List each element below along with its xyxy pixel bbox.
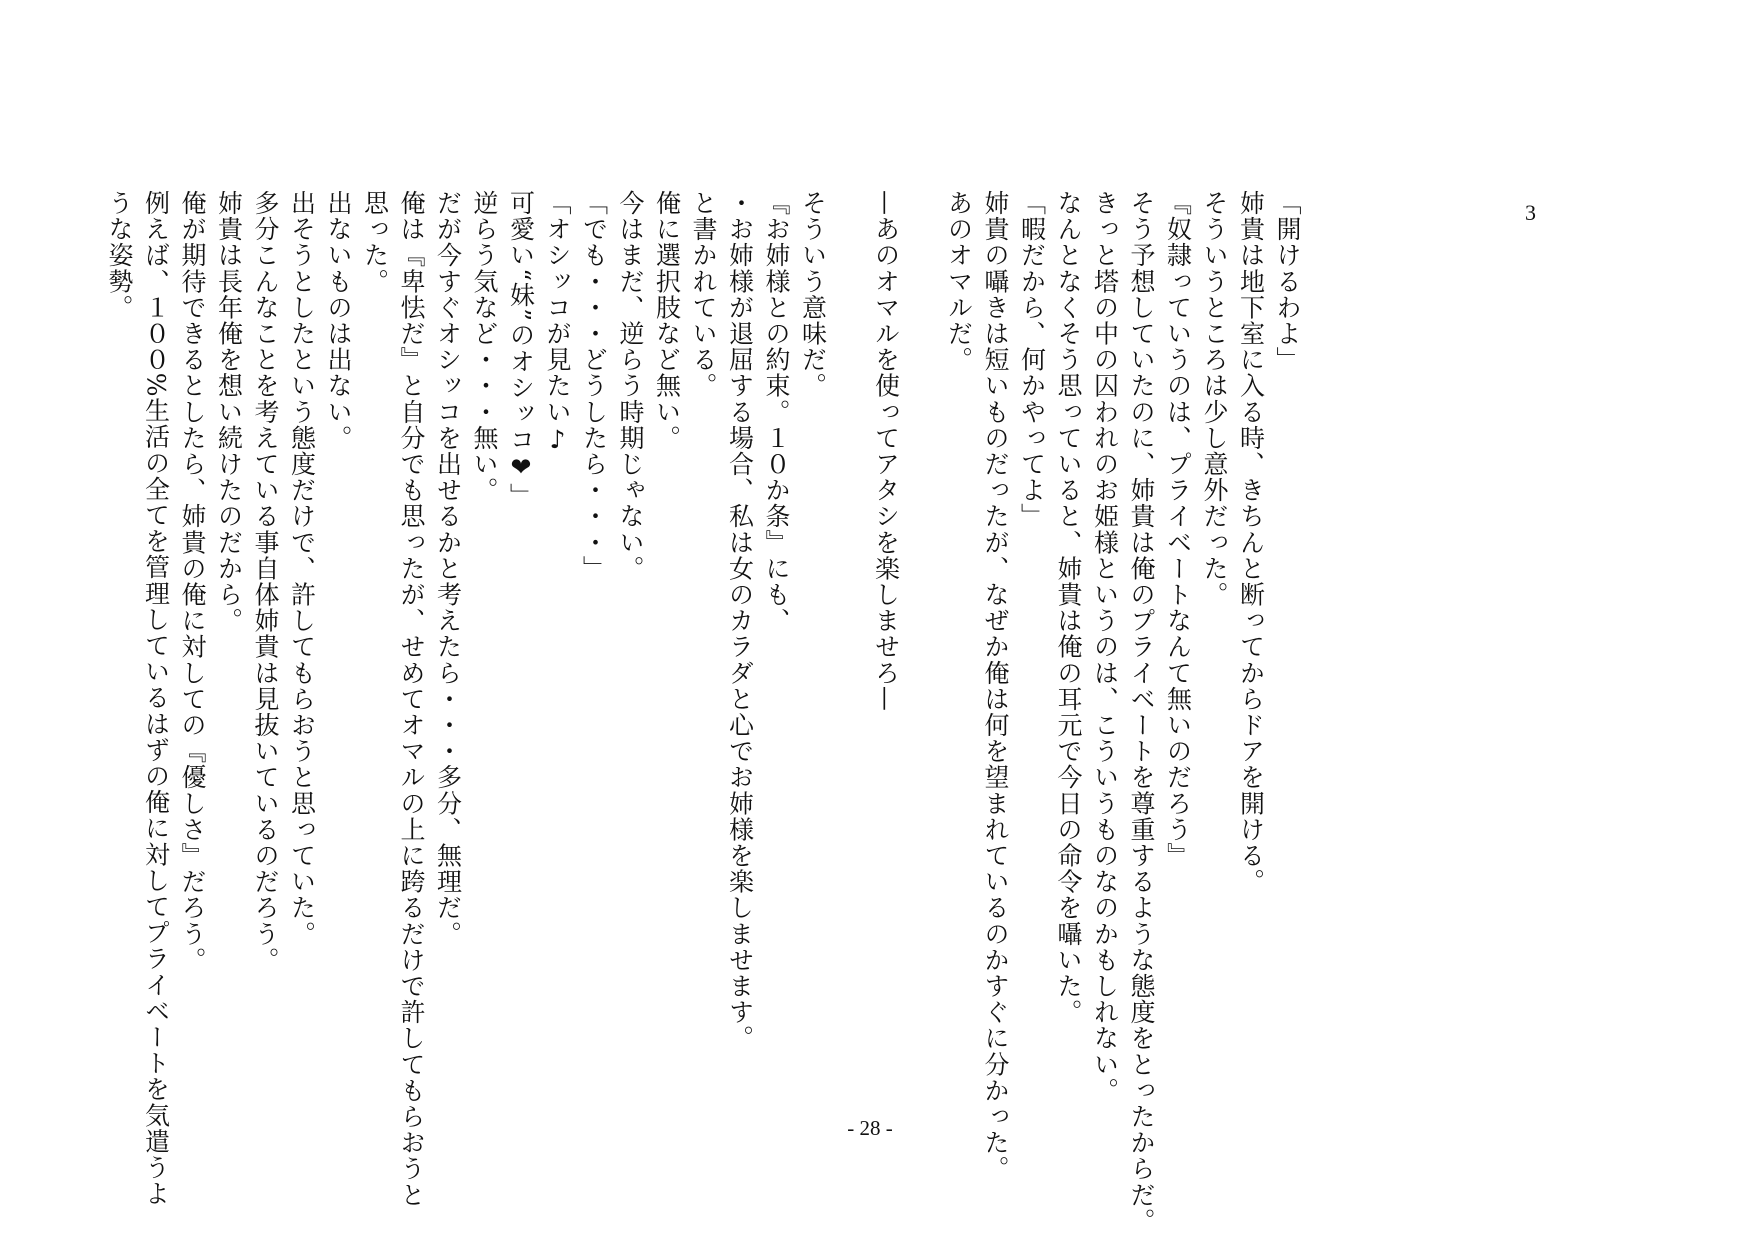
text-line: 多分こんなことを考えている事自体姉貴は見抜いているのだろう。 xyxy=(251,190,280,973)
text-line: 例えば、１００%生活の全てを管理しているはずの俺に対してプライベートを気遣うよ xyxy=(141,190,171,1207)
text-line: 「でも・・・どうしたら・・・」 xyxy=(579,190,609,582)
text-line: うな姿勢。 xyxy=(105,190,134,321)
text-line: —あのオマルを使ってアタシを楽しませろ— xyxy=(871,190,901,712)
text-line: そういう意味だ。 xyxy=(798,190,828,399)
text-line: 俺が期待できるとしたら、姉貴の俺に対しての『優しさ』だろう。 xyxy=(178,190,207,973)
section-number: 3 xyxy=(1525,200,1536,225)
text-line: 「開けるわよ」 xyxy=(1273,190,1302,373)
text-line: 姉貴は地下室に入る時、きちんと断ってからドアを開ける。 xyxy=(1236,190,1266,895)
text-line: 『お姉様との約束。１０か条』にも、 xyxy=(762,190,791,634)
text-line: 姉貴は長年俺を想い続けたのだから。 xyxy=(214,190,244,634)
text-line: 思った。 xyxy=(360,190,390,295)
text-line: だが今すぐオシッコを出せるかと考えたら・・・多分、無理だ。 xyxy=(433,190,463,947)
text-line xyxy=(831,190,868,1090)
text-line: きっと塔の中の囚われのお姫様というのは、こういうものなのかもしれない。 xyxy=(1090,190,1120,1104)
text-line: 出ないものは出ない。 xyxy=(324,190,353,451)
text-line: と書かれている。 xyxy=(689,190,718,399)
text-line: 逆らう気など・・・無い。 xyxy=(470,190,499,504)
page-number: - 28 - xyxy=(847,1116,893,1140)
text-line: 『奴隷っていうのは、プライベートなんて無いのだろう』 xyxy=(1163,190,1193,869)
text-line: 俺は『卑怯だ』と自分でも思ったが、せめてオマルの上に跨るだけで許してもらおうと xyxy=(397,190,426,1208)
text-line: 可愛い“妹”のオシッコ❤」 xyxy=(506,190,536,509)
text-line: なんとなくそう思っていると、姉貴は俺の耳元で今日の命令を囁いた。 xyxy=(1054,190,1083,1026)
text-line: 今はまだ、逆らう時期じゃない。 xyxy=(616,190,645,582)
text-line: そう予想していたのに、姉貴は俺のプライベートを尊重するような態度をとったからだ。 xyxy=(1127,190,1156,1234)
text-line: 「オシッコが見たい♪ xyxy=(543,190,572,455)
text-line xyxy=(904,190,941,1090)
text-line: あのオマルだ。 xyxy=(944,190,974,373)
text-line: ・お姉様が退屈する場合、私は女のカラダと心でお姉様を楽しませます。 xyxy=(725,190,755,1052)
text-line: 俺に選択肢など無い。 xyxy=(652,190,682,451)
text-line: そういうところは少し意外だった。 xyxy=(1200,190,1229,608)
text-line: 「暇だから、何かやってよ」 xyxy=(1017,190,1047,530)
text-line: 出そうとしたという態度だけで、許してもらおうと思っていた。 xyxy=(287,190,317,947)
text-line: 姉貴の囁きは短いものだったが、なぜか俺は何を望まれているのかすぐに分かった。 xyxy=(981,190,1010,1182)
